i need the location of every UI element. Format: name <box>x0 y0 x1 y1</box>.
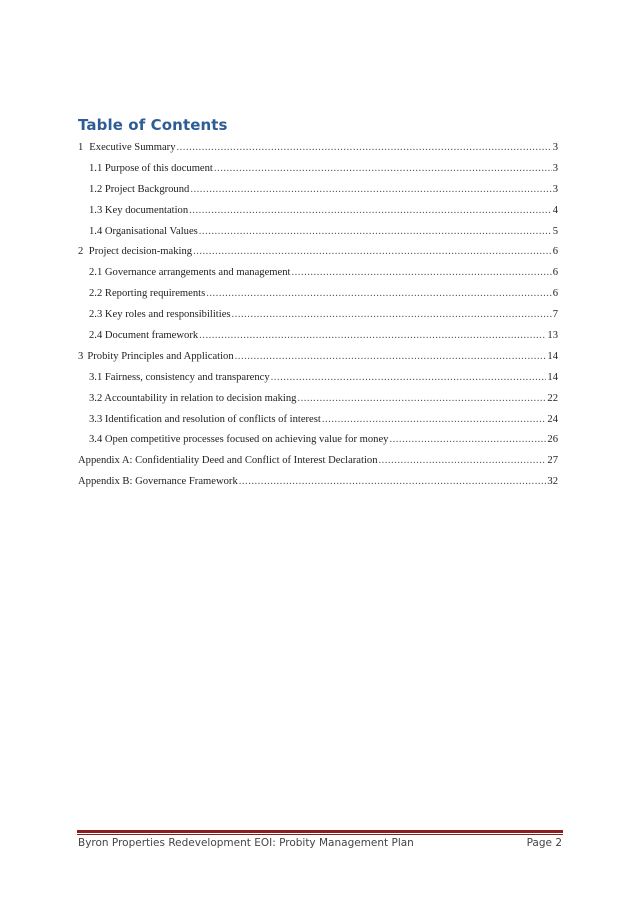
dot-leader <box>271 368 547 389</box>
toc-entry-label: 2.3 Key roles and responsibilities <box>89 309 231 321</box>
toc-section-number: 3 <box>78 350 84 362</box>
dot-leader <box>199 222 552 243</box>
toc-entry-accountability[interactable] <box>78 389 558 410</box>
dot-leader <box>177 138 552 159</box>
toc-page-number: 27 <box>547 455 558 467</box>
toc-entry-fairness[interactable] <box>78 368 558 389</box>
toc-page-number: 3 <box>552 183 558 195</box>
toc-entry-open-competitive-processes[interactable] <box>78 430 558 451</box>
toc-page-number: 3 <box>552 162 558 174</box>
dot-leader <box>214 159 552 180</box>
toc-entry-key-documentation[interactable] <box>78 201 558 222</box>
toc-page-number: 7 <box>552 309 558 321</box>
toc-section-number: 1 <box>78 142 84 153</box>
toc-page-number: 13 <box>547 330 558 342</box>
toc-entry-label: 1.2 Project Background <box>89 183 190 195</box>
toc-entry-document-framework[interactable] <box>78 326 558 347</box>
dot-leader <box>235 347 547 368</box>
toc-page-number: 4 <box>552 204 558 216</box>
toc-entry-label: 2.4 Document framework <box>89 330 199 342</box>
toc-page-number: 6 <box>552 288 558 300</box>
toc-entry-label: Project decision-making <box>88 246 193 258</box>
dot-leader <box>206 284 551 305</box>
footer-rule <box>77 830 563 833</box>
toc-entry-label: 2.1 Governance arrangements and management <box>89 267 291 279</box>
toc-entry-project-background[interactable] <box>78 180 558 201</box>
toc-entry-label: 1.1 Purpose of this document <box>89 162 213 174</box>
dot-leader <box>189 201 552 222</box>
toc-page-number: 22 <box>547 392 558 404</box>
toc-page-number: 14 <box>547 350 558 362</box>
toc-entry-label: 3.4 Open competitive processes focused on achieving value for money <box>89 434 389 446</box>
dot-leader <box>232 305 552 326</box>
toc-page-number: 6 <box>552 267 558 279</box>
toc-entry-organisational-values[interactable] <box>78 222 558 243</box>
dot-leader <box>292 263 552 284</box>
dot-leader <box>193 242 552 263</box>
toc-page-number: 5 <box>552 225 558 237</box>
dot-leader <box>190 180 551 201</box>
toc-entry-label: 3.2 Accountability in relation to decision making <box>89 392 297 404</box>
toc-entry-label: 3.3 Identification and resolution of conflicts of interest <box>89 413 321 425</box>
footer-page-number: Page 2 <box>526 837 562 849</box>
toc-entry-purpose[interactable] <box>78 159 558 180</box>
dot-leader <box>379 451 547 472</box>
dot-leader <box>322 410 547 431</box>
footer-document-title: Byron Properties Redevelopment EOI: Probity Management Plan <box>78 837 414 849</box>
toc-entry-label: 3.1 Fairness, consistency and transparency <box>89 371 270 383</box>
toc-entry-label: 1.3 Key documentation <box>89 204 189 216</box>
toc-entry-reporting-requirements[interactable] <box>78 284 558 305</box>
toc-page-number: 14 <box>547 371 558 383</box>
toc-entry-label: 2.2 Reporting requirements <box>89 288 206 300</box>
toc-entry-conflicts-of-interest[interactable] <box>78 410 558 431</box>
toc-entry-label: Appendix B: Governance Framework <box>78 476 238 488</box>
toc-entry-label: Appendix A: Confidentiality Deed and Conflict of Interest Declaration <box>78 455 378 467</box>
toc-entry-project-decision-making[interactable] <box>78 242 558 263</box>
toc-entry-key-roles[interactable] <box>78 305 558 326</box>
toc-title: Table of Contents <box>78 116 228 134</box>
toc-entry-label: Probity Principles and Application <box>87 350 234 362</box>
toc-section-number: 2 <box>78 246 84 258</box>
toc-entry-probity-principles[interactable] <box>78 347 558 368</box>
toc-page-number: 32 <box>547 476 558 488</box>
toc-page-number: 24 <box>547 413 558 425</box>
toc-entry-label: Executive Summary <box>89 142 176 153</box>
footer-rule-thin <box>77 834 563 835</box>
dot-leader <box>297 389 546 410</box>
dot-leader <box>199 326 546 347</box>
dot-leader <box>389 430 546 451</box>
toc-entry-appendix-a[interactable] <box>78 451 558 472</box>
dot-leader <box>239 472 547 493</box>
toc-page-number: 3 <box>552 142 558 153</box>
toc-page-number: 26 <box>547 434 558 446</box>
toc-entry-label: 1.4 Organisational Values <box>89 225 198 237</box>
toc-page-number: 6 <box>552 246 558 258</box>
toc-entry-executive-summary[interactable] <box>78 138 558 159</box>
toc-list <box>78 138 558 493</box>
toc-entry-appendix-b[interactable] <box>78 472 558 493</box>
toc-entry-governance-arrangements[interactable] <box>78 263 558 284</box>
page-footer <box>78 837 562 849</box>
